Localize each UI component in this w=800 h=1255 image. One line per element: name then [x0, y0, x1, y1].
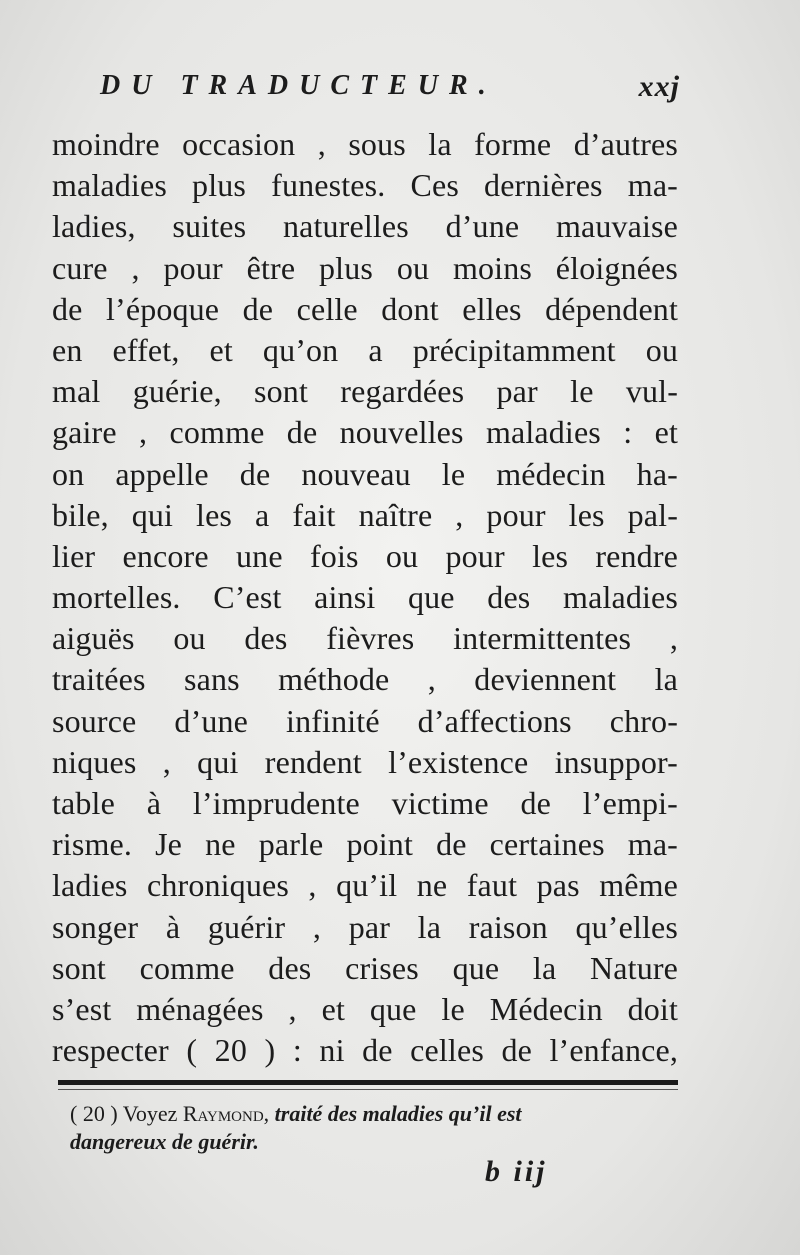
text-line: en effet, et qu’on a précipitamment ou [52, 331, 678, 368]
text-line: ladies chroniques , qu’il ne faut pas même [52, 867, 678, 904]
footnote-title-part1: traité des maladies qu’il est [274, 1101, 522, 1126]
text-line: niques , qui rendent l’existence insuppor- [52, 743, 678, 780]
footnote-author: Raymond [182, 1101, 264, 1126]
text-line: source d’une infinité d’affections chro- [52, 702, 678, 739]
footnote-title-part2: dangereux de guérir. [70, 1129, 259, 1154]
page-header [100, 70, 680, 120]
text-line: moindre occasion , sous la forme d’autres [52, 126, 678, 162]
text-line: s’est ménagées , et que le Médecin doit [52, 990, 678, 1027]
signature-mark: b iij [485, 1155, 548, 1188]
text-line: lier encore une fois ou pour les rendre [52, 537, 678, 574]
text-line: sont comme des crises que la Nature [52, 949, 678, 986]
text-line: ladies, suites naturelles d’une mauvaise [52, 208, 678, 245]
text-line: cure , pour être plus ou moins éloignées [52, 249, 678, 286]
text-line: maladies plus funestes. Ces dernières ma- [52, 167, 678, 204]
running-title: DU TRADUCTEUR. [100, 70, 497, 101]
footnote-marker: ( 20 ) [70, 1101, 118, 1126]
text-line: gaire , comme de nouvelles maladies : et [52, 414, 678, 451]
footnote [70, 1100, 680, 1156]
text-line: mal guérie, sont regardées par le vul- [52, 373, 678, 410]
text-line: mortelles. C’est ainsi que des maladies [52, 579, 678, 616]
text-line: table à l’imprudente victime de l’empi- [52, 785, 678, 821]
text-line: bile, qui les a fait naître , pour les pal- [52, 496, 678, 533]
text-line: aiguës ou des fièvres intermittentes , [52, 620, 678, 657]
text-line: songer à guérir , par la raison qu’elles [52, 908, 678, 945]
page-number: xxj [638, 70, 680, 103]
text-line: on appelle de nouveau le médecin ha- [52, 455, 678, 492]
text-line: de l’époque de celle dont elles dépendent [52, 290, 678, 327]
text-line: risme. Je ne parle point de certaines ma- [52, 826, 678, 863]
text-line: respecter ( 20 ) : ni de celles de l’enfance, [52, 1032, 678, 1069]
footnote-line [70, 1128, 680, 1156]
footnote-comma: , [263, 1101, 270, 1126]
text-line: traitées sans méthode , deviennent la [52, 661, 678, 698]
footnote-rule [58, 1080, 678, 1085]
body-text [52, 124, 678, 1071]
footnote-line [70, 1100, 680, 1128]
footnote-lead: Voyez [122, 1101, 178, 1126]
